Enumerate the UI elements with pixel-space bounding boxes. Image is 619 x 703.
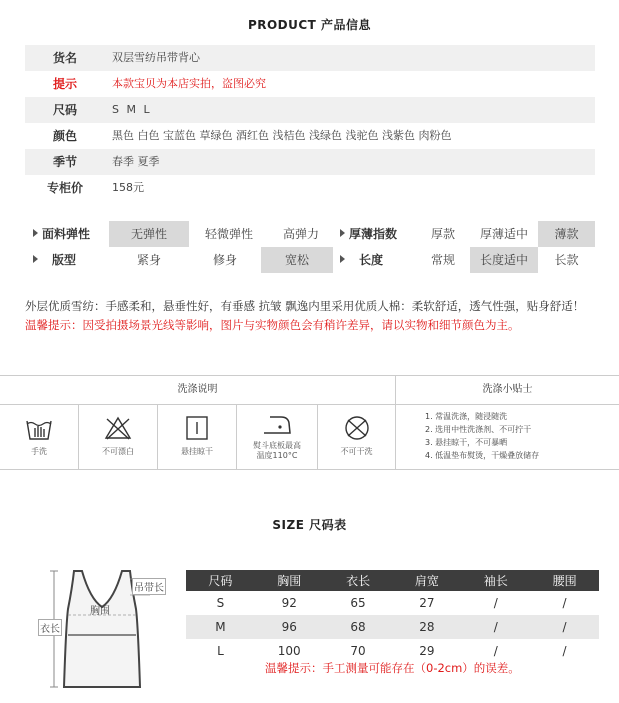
elasticity-option: 轻微弹性 (204, 227, 253, 241)
size-cell: 100 (277, 644, 301, 658)
info-label: 颜色 (52, 129, 77, 143)
info-row-size (25, 97, 595, 123)
info-row-name (25, 45, 595, 71)
size-cell: 92 (281, 596, 297, 610)
product-info-title: PRODUCT 产品信息 (247, 18, 372, 32)
info-value: 春季 夏季 (112, 155, 160, 168)
care-label: 不可干洗 (340, 447, 373, 456)
info-value: 双层雪纺吊带背心 (112, 51, 200, 64)
size-header-cell: 袖长 (461, 570, 530, 591)
attr-label-text: 版型 (52, 253, 77, 267)
size-header-cell: 衣长 (324, 570, 393, 591)
care-tip: 3. 悬挂晾干，不可暴晒 (425, 438, 508, 447)
size-cell: 96 (255, 615, 324, 639)
elasticity-option: 无弹性 (109, 221, 189, 247)
hand-wash-icon (24, 415, 54, 441)
garment-diagram (38, 565, 178, 690)
attr-label-text: 长度 (359, 253, 384, 267)
care-label: 不可漂白 (102, 447, 134, 456)
fit-option: 紧身 (136, 253, 161, 267)
size-cell: 28 (392, 615, 461, 639)
size-cell: / (493, 644, 498, 658)
fit-option: 宽松 (261, 247, 333, 273)
no-bleach-icon (103, 415, 133, 441)
care-item (0, 405, 79, 469)
info-value: S M L (112, 103, 152, 116)
care-tips-list (425, 410, 539, 462)
info-row-season (25, 149, 595, 175)
chest-label: 胸围 (90, 606, 110, 617)
triangle-icon (340, 255, 345, 263)
size-cell: / (461, 615, 530, 639)
thickness-option: 薄款 (538, 221, 595, 247)
fabric-description: 外层优质雪纺：手感柔和，悬垂性好，有垂感 抗皱 飘逸内里采用优质人棉：柔软舒适，透气性强，贴身舒适！ (25, 299, 585, 313)
attr-label-elasticity (33, 221, 90, 247)
care-label: 悬挂晾干 (181, 447, 213, 456)
triangle-icon (33, 229, 38, 237)
care-tip: 1. 常温洗涤，随浸随洗 (425, 412, 508, 421)
care-title: 洗涤说明 (0, 376, 396, 405)
size-cell: 65 (350, 596, 366, 610)
size-header-cell: 肩宽 (392, 570, 461, 591)
thickness-option: 厚薄适中 (479, 227, 528, 241)
size-header-cell: 腰围 (530, 570, 599, 591)
size-header-cell: 尺码 (186, 570, 255, 591)
care-item (158, 405, 237, 469)
info-label: 提示 (52, 77, 77, 91)
care-label: 手洗 (31, 447, 47, 456)
size-cell: / (562, 644, 567, 658)
size-cell: 29 (419, 644, 435, 658)
length-option: 长度适中 (470, 247, 538, 273)
care-label: 熨斗底板最高 温度110°C (253, 441, 301, 460)
size-cell: L (217, 644, 224, 658)
size-table (186, 570, 599, 663)
thickness-option: 厚款 (430, 227, 455, 241)
size-chart-title: SIZE 尺码表 (272, 518, 347, 532)
measure-notice: 温馨提示：手工测量可能存在（0-2cm）的误差。 (265, 661, 520, 675)
attr-row-2 (25, 247, 595, 273)
care-section (0, 375, 619, 470)
info-row-notice (25, 71, 595, 97)
length-label: 衣长 (38, 619, 62, 636)
care-tip: 4. 低温垫布熨烫，干燥叠放储存 (425, 451, 540, 460)
info-label: 尺码 (52, 103, 77, 117)
no-dry-clean-icon (342, 415, 372, 441)
size-cell: S (216, 596, 225, 610)
attr-label-text: 厚薄指数 (349, 227, 398, 241)
care-tips-title: 洗涤小贴士 (396, 376, 619, 405)
size-cell: / (562, 596, 567, 610)
size-header-cell: 胸围 (255, 570, 324, 591)
care-item (79, 405, 158, 469)
attr-label-text: 面料弹性 (42, 227, 91, 241)
elasticity-option: 高弹力 (282, 227, 319, 241)
color-notice: 温馨提示：因受拍摄场景光线等影响，图片与实物颜色会有稍许差异，请以实物和细节颜色为主。 (25, 318, 520, 332)
attr-row-1 (25, 221, 595, 247)
attr-label-thickness (340, 221, 397, 247)
iron-icon (261, 411, 293, 437)
info-value: 本款宝贝为本店实拍，盗图必究 (112, 77, 266, 90)
triangle-icon (33, 255, 38, 263)
info-value: 158元 (112, 181, 144, 194)
info-label: 货名 (52, 51, 77, 65)
size-cell: 27 (419, 596, 435, 610)
attr-label-fit (33, 247, 76, 273)
care-item (318, 405, 396, 469)
strap-length-label: 吊带长 (132, 578, 166, 595)
info-row-price (25, 175, 595, 201)
size-cell: 70 (350, 644, 366, 658)
info-value: 黑色 白色 宝蓝色 草绿色 酒红色 浅桔色 浅绿色 浅驼色 浅紫色 肉粉色 (112, 129, 452, 142)
hang-dry-icon (182, 415, 212, 441)
size-cell: 68 (324, 615, 393, 639)
care-tip: 2. 选用中性洗涤剂、不可拧干 (425, 425, 532, 434)
info-row-color (25, 123, 595, 149)
care-item (237, 405, 318, 469)
info-label: 季节 (52, 155, 77, 169)
table-row (186, 591, 599, 615)
size-cell: M (186, 615, 255, 639)
fit-option: 修身 (212, 253, 237, 267)
size-table-header (186, 570, 599, 591)
length-option: 长款 (554, 253, 579, 267)
size-cell: / (530, 615, 599, 639)
size-cell: / (493, 596, 498, 610)
attr-label-length (340, 247, 383, 273)
table-row (186, 615, 599, 639)
info-label: 专柜价 (46, 181, 83, 195)
length-option: 常规 (430, 253, 455, 267)
triangle-icon (340, 229, 345, 237)
